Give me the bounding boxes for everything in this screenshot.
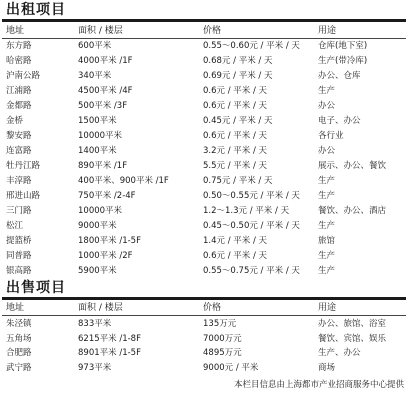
rent-cell-usage: 办公: [318, 101, 336, 111]
sale-cell-address: 合肥路: [6, 348, 32, 358]
rent-cell-area: 400平米、900平米 /1F: [78, 176, 169, 186]
rent-row: [0, 189, 408, 203]
rent-row: [0, 204, 408, 218]
rent-cell-area: 340平米: [78, 71, 112, 81]
sale-cell-area: 973平米: [78, 362, 112, 373]
rent-cell-price: 0.6元 / 平米 / 天: [203, 131, 268, 141]
footnote: 本栏目信息由上海都市产业招商服务中心提供: [233, 380, 404, 390]
rent-cell-usage: 生产: [318, 221, 336, 231]
sale-cell-area: 8901平米 /1-5F: [78, 348, 141, 358]
rent-cell-usage: 餐饮、办公、酒店: [318, 206, 387, 216]
sale-cell-usage: 餐饮、宾馆、娱乐: [318, 333, 387, 344]
rent-cell-usage: 生产: [318, 176, 336, 186]
rent-cell-price: 0.45元 / 平米 / 天: [203, 116, 273, 126]
sale-header-address: 地址: [6, 303, 25, 313]
rent-cell-area: 1000平米 /2F: [78, 251, 133, 261]
rent-cell-usage: 生产: [318, 251, 336, 261]
rent-cell-area: 5900平米: [78, 266, 117, 276]
rent-cell-address: 丰淳路: [6, 176, 32, 186]
rent-header-price: 价格: [203, 26, 222, 36]
sale-header-row: [0, 301, 408, 315]
rent-cell-price: 0.69元 / 平米 / 天: [203, 71, 273, 81]
rent-header-usage: 用途: [318, 26, 337, 36]
rent-cell-address: 哈密路: [6, 56, 32, 66]
rent-cell-price: 0.55～0.75元 / 平米 / 天: [203, 266, 300, 276]
rent-cell-usage: 仓库(地下室): [318, 41, 368, 51]
rent-cell-address: 牡丹江路: [6, 161, 41, 171]
rent-row: [0, 114, 408, 128]
sale-cell-address: 五角场: [6, 333, 32, 344]
sale-cell-price: 4895万元: [203, 348, 242, 358]
sale-title-rule: [2, 297, 406, 300]
rent-cell-address: 同普路: [6, 251, 32, 261]
rent-row: [0, 54, 408, 68]
rent-cell-address: 金桥: [6, 116, 24, 126]
sale-header-price: 价格: [203, 303, 222, 313]
rent-cell-usage: 办公: [318, 146, 336, 156]
sale-cell-address: 朱泾镇: [6, 319, 32, 329]
sale-cell-price: 135万元: [203, 319, 237, 329]
rent-header-row: [0, 24, 408, 38]
sale-cell-area: 833平米: [78, 319, 112, 329]
rent-cell-area: 750平米 /2-4F: [78, 191, 136, 201]
sale-header-divider: [2, 315, 406, 316]
rent-cell-address: 提篮桥: [6, 236, 32, 246]
sale-section-title: 出售项目: [6, 280, 66, 296]
rent-cell-usage: 生产: [318, 266, 336, 276]
rent-cell-usage: 各行业: [318, 131, 344, 141]
sale-cell-price: 9000元 / 平米: [203, 362, 259, 373]
rent-cell-address: 东方路: [6, 41, 32, 51]
sale-row: [0, 317, 408, 331]
rent-cell-area: 10000平米: [78, 131, 123, 141]
sale-header-usage: 用途: [318, 303, 337, 313]
rent-cell-price: 0.6元 / 平米 / 天: [203, 101, 268, 111]
rent-cell-usage: 展示、办公、餐饮: [318, 161, 387, 171]
rent-cell-address: 银高路: [6, 266, 32, 276]
rent-row: [0, 219, 408, 233]
sale-row: [0, 332, 408, 346]
rent-cell-usage: 电子、办公: [318, 116, 361, 126]
rent-row: [0, 174, 408, 188]
rent-cell-area: 890平米 /1F: [78, 161, 128, 171]
rent-cell-price: 0.6元 / 平米 / 天: [203, 251, 268, 261]
rent-cell-usage: 办公、仓库: [318, 71, 361, 81]
rent-row: [0, 129, 408, 143]
rent-cell-price: 1.4元 / 平米 / 天: [203, 236, 268, 246]
rent-row: [0, 99, 408, 113]
rent-cell-usage: 生产(带冷库): [318, 56, 368, 66]
rent-cell-address: 金都路: [6, 101, 32, 111]
sale-cell-usage: 办公、旅馆、浴室: [318, 319, 387, 329]
rent-row: [0, 144, 408, 158]
rent-cell-area: 500平米 /3F: [78, 101, 128, 111]
rent-section-title: 出租项目: [6, 2, 66, 18]
rent-cell-price: 0.68元 / 平米 / 天: [203, 56, 273, 66]
rent-cell-usage: 旅馆: [318, 236, 336, 246]
rent-cell-area: 9000平米: [78, 221, 117, 231]
rent-cell-area: 1400平米: [78, 146, 117, 156]
rent-cell-address: 连富路: [6, 146, 32, 156]
rent-cell-address: 黎安路: [6, 131, 32, 141]
rent-cell-price: 0.6元 / 平米 / 天: [203, 86, 268, 96]
rent-cell-price: 0.50～0.55元 / 平米 / 天: [203, 191, 300, 201]
rent-cell-price: 5.5元 / 平米 / 天: [203, 161, 268, 171]
sale-row: [0, 346, 408, 360]
rent-cell-area: 1800平米 /1-5F: [78, 236, 141, 246]
rent-row: [0, 84, 408, 98]
rent-cell-price: 3.2元 / 平米 / 天: [203, 146, 268, 156]
rent-row: [0, 249, 408, 263]
rent-cell-area: 4000平米 /1F: [78, 56, 133, 66]
rent-cell-address: 江浦路: [6, 86, 32, 96]
rent-cell-address: 三门路: [6, 206, 32, 216]
sale-header-area: 面积 / 楼层: [78, 303, 123, 313]
rent-cell-usage: 生产: [318, 86, 336, 96]
rent-header-area: 面积 / 楼层: [78, 26, 123, 36]
sale-cell-area: 6215平米 /1-8F: [78, 333, 141, 344]
sale-cell-usage: 生产、办公: [318, 348, 361, 358]
rent-title-rule: [2, 19, 406, 22]
rent-cell-area: 600平米: [78, 41, 112, 51]
rent-cell-price: 1.2～1.3元 / 平米 / 天: [203, 206, 290, 216]
rent-row: [0, 234, 408, 248]
rent-cell-price: 0.75元 / 平米 / 天: [203, 176, 273, 186]
rent-cell-usage: 生产: [318, 191, 336, 201]
sale-cell-price: 7000万元: [203, 333, 242, 344]
rent-cell-price: 0.45～0.50元 / 平米 / 天: [203, 221, 300, 231]
rent-header-address: 地址: [6, 26, 25, 36]
rent-row: [0, 264, 408, 278]
rent-cell-area: 4500平米 /4F: [78, 86, 133, 96]
rent-row: [0, 39, 408, 53]
rent-cell-address: 邢进山路: [6, 191, 41, 201]
rent-cell-address: 松江: [6, 221, 24, 231]
rent-cell-area: 10000平米: [78, 206, 123, 216]
rent-cell-price: 0.55～0.60元 / 平米 / 天: [203, 41, 300, 51]
sale-cell-usage: 商场: [318, 362, 336, 373]
rent-cell-address: 沪南公路: [6, 71, 41, 81]
rent-cell-area: 1500平米: [78, 116, 117, 126]
rent-row: [0, 159, 408, 173]
sale-cell-address: 武宁路: [6, 362, 32, 373]
sale-row: [0, 361, 408, 375]
rent-row: [0, 69, 408, 83]
